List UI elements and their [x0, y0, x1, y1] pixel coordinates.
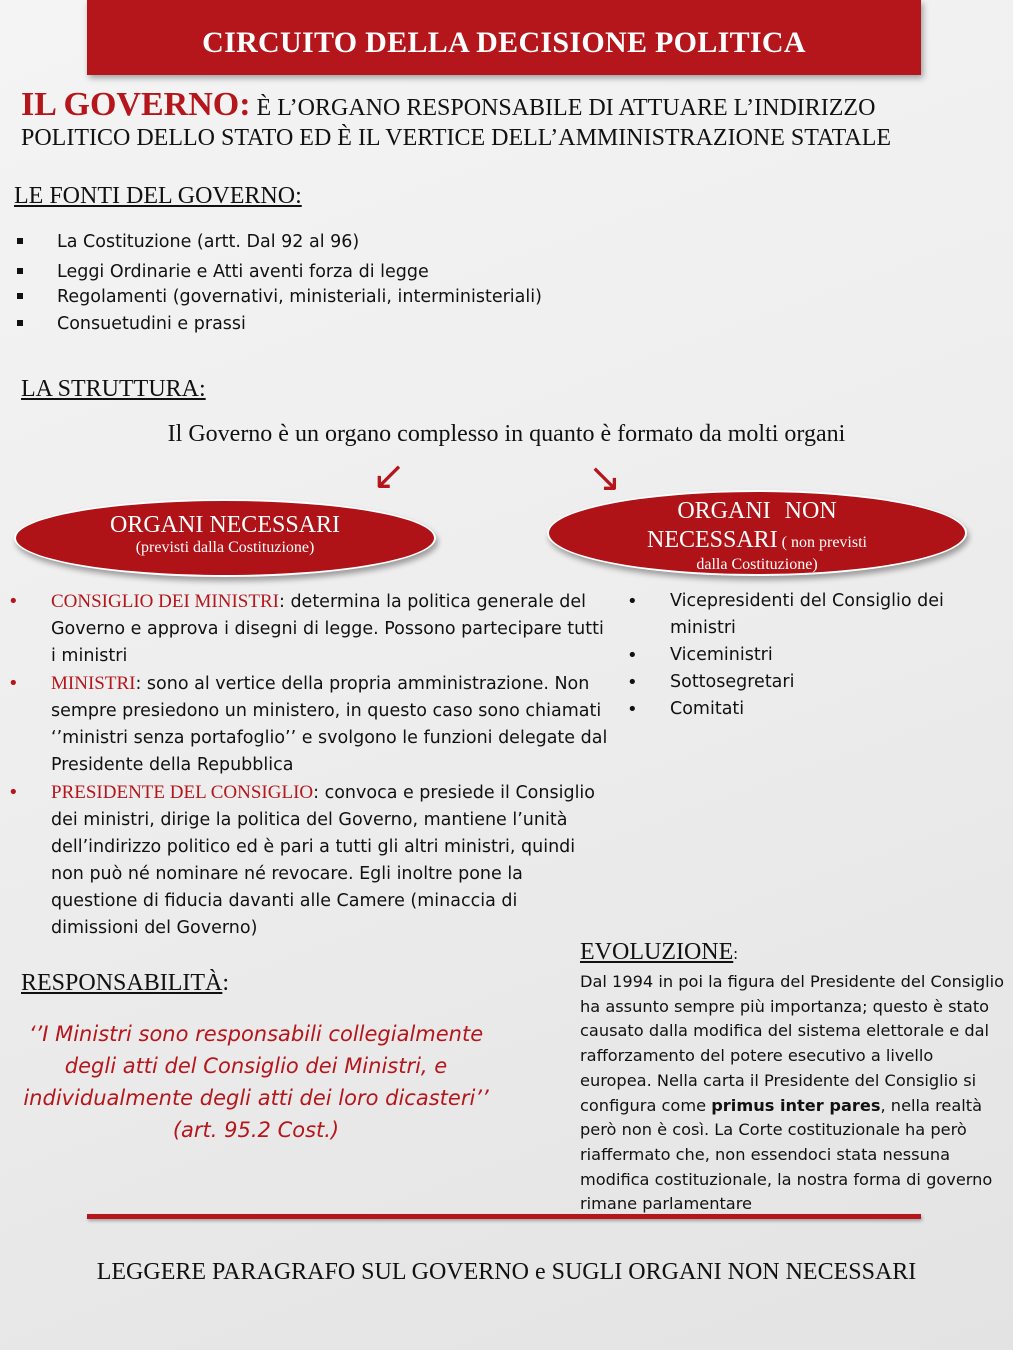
- governo-definition-line1: [21, 86, 1011, 124]
- list-item: [8, 670, 608, 779]
- governo-definition-line2: POLITICO DELLO STATO ED È IL VERTICE DELL’AMMINISTRAZIONE STATALE: [21, 125, 892, 151]
- responsabilita-colon: :: [222, 970, 230, 996]
- struttura-description: Il Governo è un organo complesso in quanto è formato da molti organi: [167, 421, 846, 447]
- organi-necessari-title: ORGANI NECESSARI: [109, 512, 340, 538]
- organi-necessari-ellipse: [14, 499, 436, 577]
- governo-label: IL GOVERNO:: [21, 86, 251, 123]
- arrow-down-right-icon: ↘: [588, 455, 622, 501]
- divider-line: [87, 1214, 921, 1219]
- evoluzione-bold: primus inter pares: [711, 1095, 881, 1115]
- term-presidente-consiglio: PRESIDENTE DEL CONSIGLIO: [51, 782, 314, 803]
- page-header: [87, 0, 921, 75]
- arrow-down-left-icon: ↙: [372, 453, 406, 499]
- organi-non-necessari-ellipse: [547, 490, 967, 576]
- quote-line: degli atti del Consiglio dei Ministri, e: [64, 1054, 448, 1078]
- responsabilita-title: RESPONSABILITÀ: [21, 970, 223, 996]
- organi-necessari-list: [8, 588, 608, 942]
- fonti-item: Consuetudini e prassi: [14, 310, 542, 338]
- list-item: • Sottosegretari: [627, 669, 1007, 696]
- organi-non-necessari-subtitle1: ( non previsti: [781, 534, 867, 551]
- evoluzione-title: EVOLUZIONE: [580, 939, 734, 965]
- list-item: • Comitati: [627, 696, 1007, 723]
- evoluzione-text-before: Dal 1994 in poi la figura del Presidente del Consiglio ha assunto sempre più importanza; questo è stato causato dalla modifica del sistema elettorale e dal rafforzamento del potere esecutivo a livello europea. Nella carta il Presidente del Consiglio si configura come: [580, 972, 1005, 1115]
- page-title: CIRCUITO DELLA DECISIONE POLITICA: [202, 26, 806, 59]
- term-description: : determina la politica generale del Governo e approva i disegni di legge. Possono partecipare tutti i ministri: [51, 592, 604, 666]
- organi-non-necessari-title2: NECESSARI: [646, 527, 778, 553]
- fonti-title: LE FONTI DEL GOVERNO:: [14, 183, 302, 209]
- term-consiglio-ministri: CONSIGLIO DEI MINISTRI: [51, 591, 279, 612]
- evoluzione-text: [580, 970, 1010, 1217]
- fonti-list: [14, 228, 542, 338]
- evoluzione-text-after: , nella realtà però non è così. La Corte costituzionale ha però riaffermato che, non essendoci stata nessuna modifica costituzionale, la nostra forma di governo rimane parlamentare: [580, 1095, 993, 1214]
- term-description: : sono al vertice della propria amministrazione. Non sempre presiedono un ministero, in questo caso sono chiamati ‘’ministri senza portafoglio’’ e svolgono le funzioni delegate dal Presidente della Repubblica: [51, 674, 608, 775]
- fonti-item: La Costituzione (artt. Dal 92 al 96): [14, 228, 542, 256]
- quote-line: individualmente degli atti dei loro dicasteri’’: [23, 1086, 489, 1110]
- list-item: [8, 779, 608, 942]
- list-item: [8, 588, 608, 670]
- evoluzione-heading: [580, 939, 738, 966]
- organi-non-necessari-title2-row: [549, 526, 965, 557]
- struttura-title: LA STRUTTURA:: [21, 376, 206, 402]
- quote-line: (art. 95.2 Cost.): [172, 1118, 340, 1142]
- responsabilita-quote: [8, 1018, 504, 1146]
- quote-line: ‘’I Ministri sono responsabili collegialmente: [28, 1022, 484, 1046]
- list-item: • Vicepresidenti del Consiglio dei ministri: [627, 588, 1007, 642]
- responsabilita-heading: [21, 970, 229, 997]
- organi-non-necessari-title1: ORGANI NON: [677, 498, 837, 524]
- organi-non-necessari-subtitle2: dalla Costituzione): [696, 556, 818, 573]
- list-item: • Viceministri: [627, 642, 1007, 669]
- term-description: : convoca e presiede il Consiglio dei ministri, dirige la politica del Governo, mantiene l’unità dell’indirizzo politico ed è pari a tutti gli altri ministri, quindi non può né nominare né revocare. Egli inoltre pone la questione di fiducia davanti alle Camere (minaccia di dimissioni del Governo): [51, 783, 595, 938]
- fonti-item: Regolamenti (governativi, ministeriali, interministeriali): [14, 283, 542, 311]
- organi-necessari-subtitle: (previsti dalla Costituzione): [135, 539, 315, 556]
- footer-note: LEGGERE PARAGRAFO SUL GOVERNO e SUGLI ORGANI NON NECESSARI: [96, 1259, 917, 1285]
- fonti-item: Leggi Ordinarie e Atti aventi forza di legge: [14, 258, 542, 286]
- governo-line1-text: È L’ORGANO RESPONSABILE DI ATTUARE L’INDIRIZZO: [256, 95, 876, 121]
- evoluzione-colon: :: [733, 944, 739, 963]
- organi-non-necessari-list: [627, 588, 1007, 723]
- term-ministri: MINISTRI: [51, 673, 136, 694]
